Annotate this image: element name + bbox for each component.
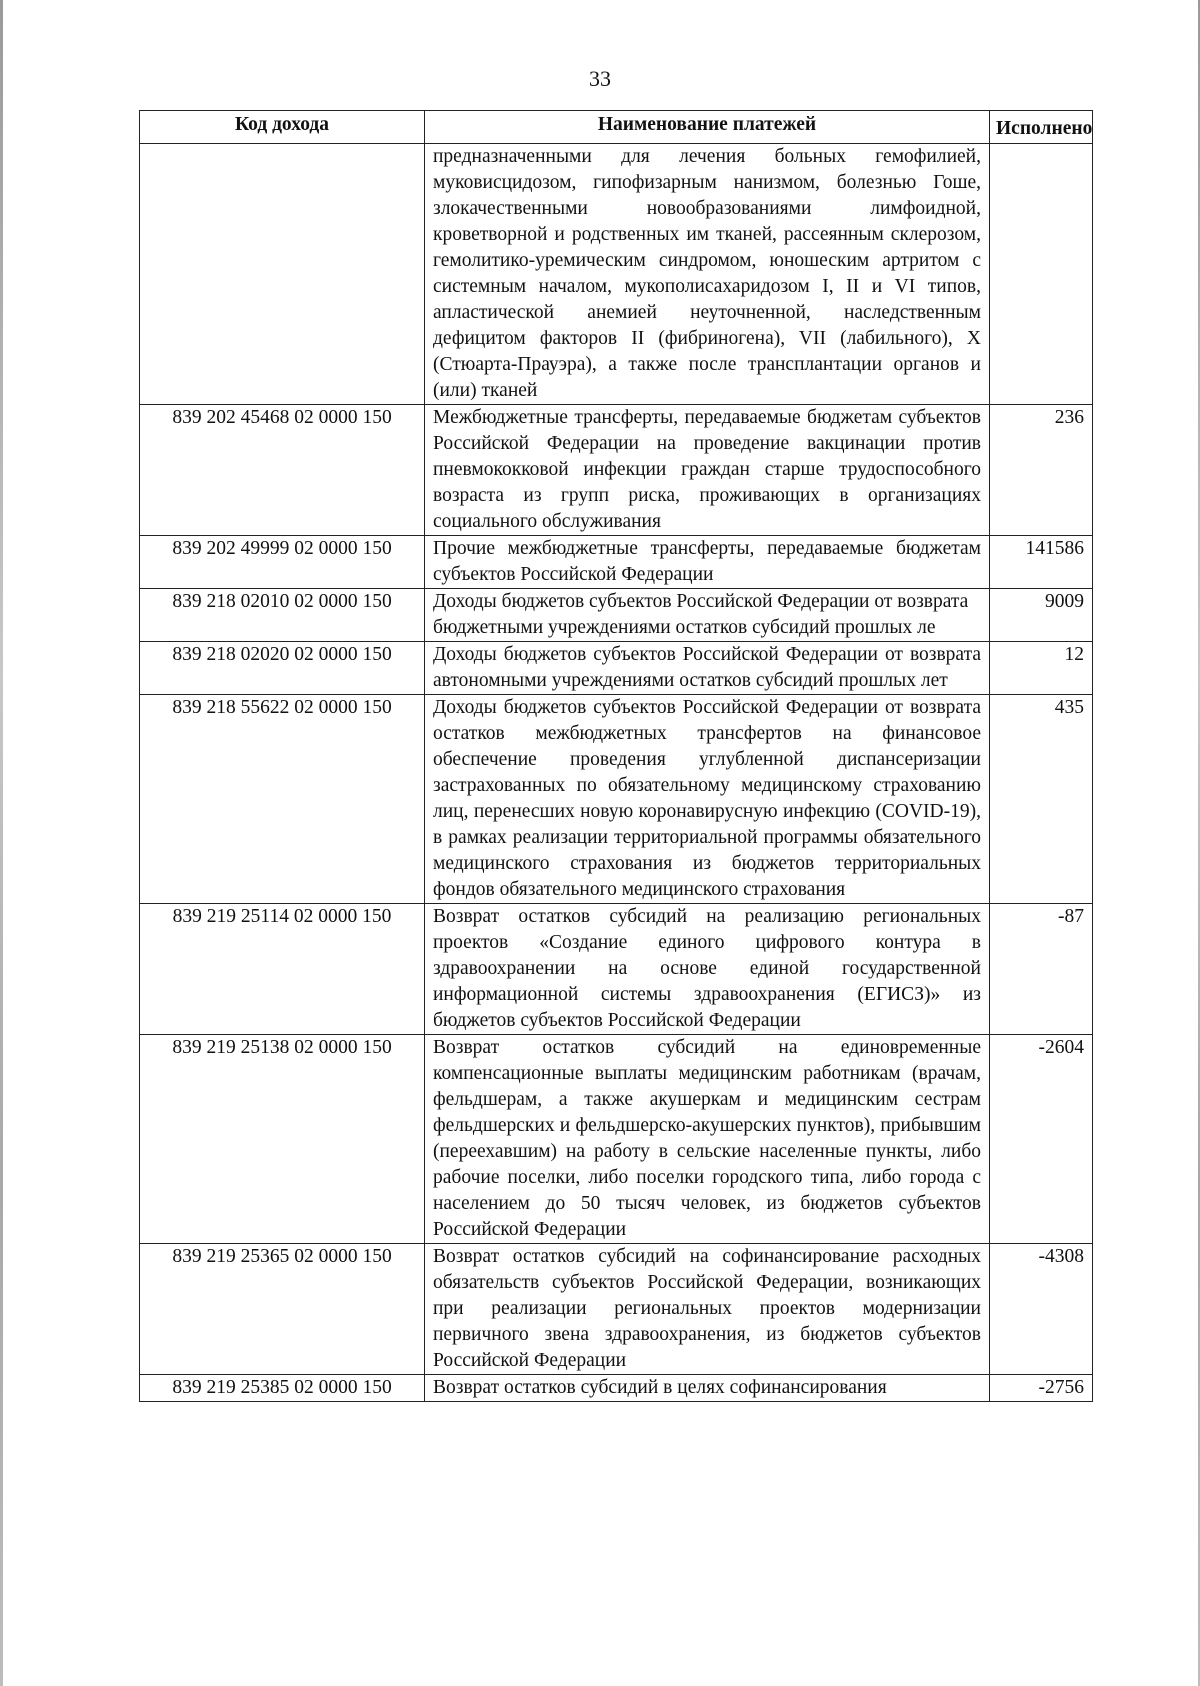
table-row <box>140 1244 1093 1375</box>
income-code-cell: 839 202 49999 02 0000 150 <box>140 536 425 589</box>
payment-name-cell: Прочие межбюджетные трансферты, передаваемые бюджетам субъектов Российской Федерации <box>425 536 990 589</box>
income-code-cell: 839 219 25365 02 0000 150 <box>140 1244 425 1375</box>
table-row <box>140 589 1093 642</box>
table-row <box>140 642 1093 695</box>
income-code-cell: 839 218 55622 02 0000 150 <box>140 695 425 904</box>
payment-name-cell: Межбюджетные трансферты, передаваемые бюджетам субъектов Российской Федерации на проведение вакцинации против пневмококковой инфекции граждан старше трудоспособного возраста из групп риска, проживающих в организациях социального обслуживания <box>425 405 990 536</box>
executed-amount-cell: 12 <box>990 642 1093 695</box>
executed-amount-cell: -2604 <box>990 1035 1093 1244</box>
payment-name-cell: Доходы бюджетов субъектов Российской Федерации от возврата автономными учреждениями остатков субсидий прошлых лет <box>425 642 990 695</box>
income-code-cell: 839 219 25114 02 0000 150 <box>140 904 425 1035</box>
payment-name-cell: Возврат остатков субсидий на реализацию региональных проектов «Создание единого цифрового контура в здравоохранении на основе единой государственной информационной системы здравоохранения (ЕГИСЗ)» из бюджетов субъектов Российской Федерации <box>425 904 990 1035</box>
income-code-cell: 839 218 02020 02 0000 150 <box>140 642 425 695</box>
table-row <box>140 144 1093 405</box>
scan-left-edge <box>0 0 3 1686</box>
payment-name-cell: предназначенными для лечения больных гемофилией, муковисцидозом, гипофизарным нанизмом, болезнью Гоше, злокачественными новообразованиями лимфоидной, кроветворной и родственных им тканей, рассеянным склерозом, гемолитико-уремическим синдромом, юношеским артритом с системным началом, мукополисахаридозом I, II и VI типов, апластической анемией неуточненной, наследственным дефицитом факторов II (фибриногена), VII (лабильного), X (Стюарта-Прауэра), а также после трансплантации органов и (или) тканей <box>425 144 990 405</box>
executed-amount-cell: -4308 <box>990 1244 1093 1375</box>
table-row <box>140 904 1093 1035</box>
payment-name-cell: Доходы бюджетов субъектов Российской Федерации от возврата остатков межбюджетных трансфертов на финансовое обеспечение проведения углубленной диспансеризации застрахованных по обязательному медицинскому страхованию лиц, перенесших новую коронавирусную инфекцию (COVID-19), в рамках реализации территориальной программы обязательного медицинского страхования из бюджетов территориальных фондов обязательного медицинского страхования <box>425 695 990 904</box>
header-payment-name: Наименование платежей <box>425 111 990 144</box>
table-row <box>140 536 1093 589</box>
income-code-cell: 839 219 25385 02 0000 150 <box>140 1375 425 1402</box>
executed-amount-cell: 435 <box>990 695 1093 904</box>
executed-amount-cell: 236 <box>990 405 1093 536</box>
payment-name-cell: Доходы бюджетов субъектов Российской Федерации от возврата бюджетными учреждениями остатков субсидий прошлых ле <box>425 589 990 642</box>
income-code-cell: 839 218 02010 02 0000 150 <box>140 589 425 642</box>
table-row <box>140 1035 1093 1244</box>
executed-amount-cell <box>990 144 1093 405</box>
table-row <box>140 695 1093 904</box>
table-row <box>140 405 1093 536</box>
income-code-cell: 839 202 45468 02 0000 150 <box>140 405 425 536</box>
header-income-code: Код дохода <box>140 111 425 144</box>
table-header-row <box>140 111 1093 144</box>
executed-amount-cell: 9009 <box>990 589 1093 642</box>
income-code-cell: 839 219 25138 02 0000 150 <box>140 1035 425 1244</box>
page-number: 33 <box>589 66 611 91</box>
table-row <box>140 1375 1093 1402</box>
executed-amount-cell: 141586 <box>990 536 1093 589</box>
revenue-table <box>139 110 1093 1402</box>
payment-name-cell: Возврат остатков субсидий на софинансирование расходных обязательств субъектов Российской Федерации, возникающих при реализации региональных проектов модернизации первичного звена здравоохранения, из бюджетов субъектов Российской Федерации <box>425 1244 990 1375</box>
payment-name-cell: Возврат остатков субсидий на единовременные компенсационные выплаты медицинским работникам (врачам, фельдшерам, а также акушеркам и медицинским сестрам фельдшерских и фельдшерско-акушерских пунктов), прибывшим (переехавшим) на работу в сельские населенные пункты, либо рабочие поселки, либо поселки городского типа, либо города с населением до 50 тысяч человек, из бюджетов субъектов Российской Федерации <box>425 1035 990 1244</box>
executed-amount-cell: -87 <box>990 904 1093 1035</box>
header-executed: Исполнено <box>990 111 1093 144</box>
executed-amount-cell: -2756 <box>990 1375 1093 1402</box>
payment-name-cell: Возврат остатков субсидий в целях софинансирования <box>425 1375 990 1402</box>
income-code-cell <box>140 144 425 405</box>
